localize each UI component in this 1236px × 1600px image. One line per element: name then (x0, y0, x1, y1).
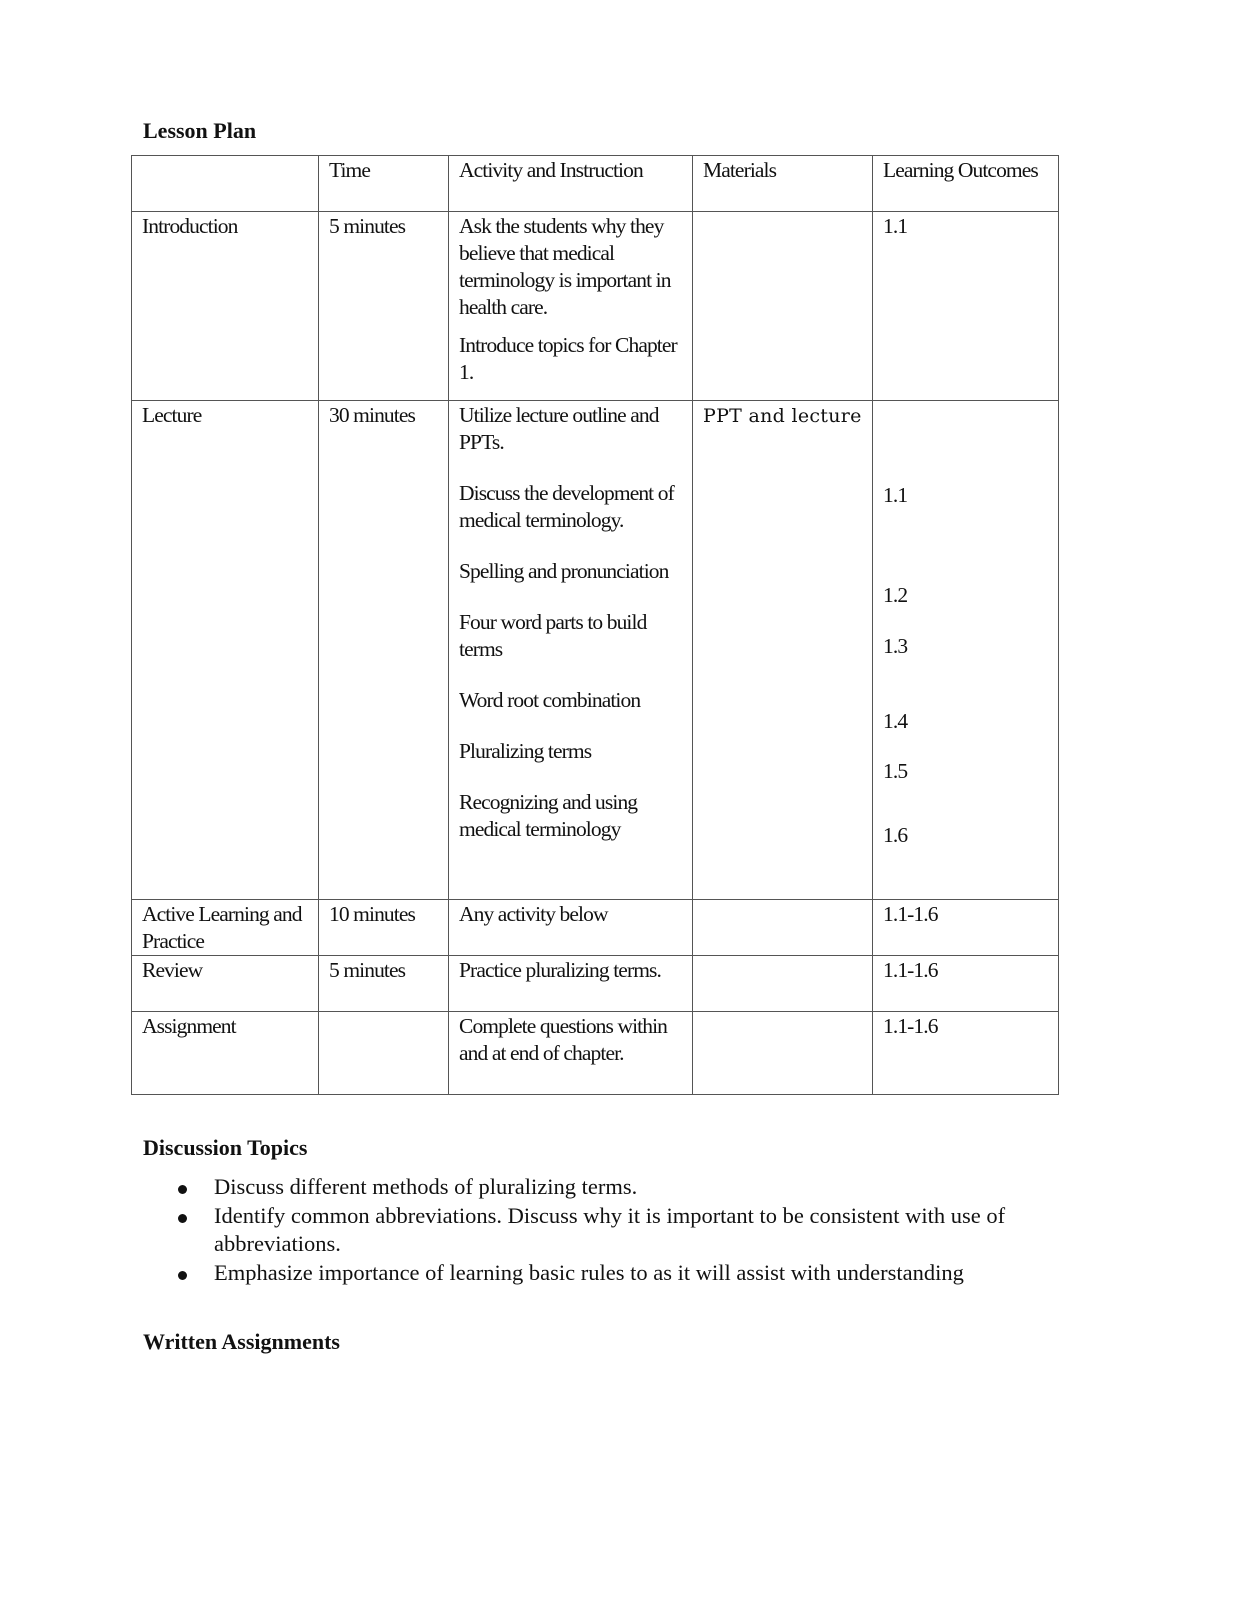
activity-text: Recognizing and using medical terminology (459, 790, 638, 841)
section-cell: Assignment (132, 1012, 319, 1095)
activity-cell (449, 401, 693, 900)
time-cell (319, 1012, 449, 1095)
time-cell: 10 minutes (319, 900, 449, 956)
outcomes-cell: 1.1 (873, 212, 1059, 401)
materials-cell (693, 212, 873, 401)
outcomes-cell: 1.1-1.6 (873, 956, 1059, 1012)
bullet-icon (178, 1214, 187, 1223)
outcome-value: 1.1 (883, 483, 908, 507)
list-item-text: Identify common abbreviations. Discuss why it is important to be consistent with use of abbreviations. (214, 1202, 1006, 1256)
materials-text: PPT and lecture (703, 405, 862, 427)
materials-cell (693, 1012, 873, 1095)
header-cell-materials: Materials (693, 156, 873, 212)
activity-cell (449, 212, 693, 401)
table-row (132, 1012, 1059, 1095)
outcome-value: 1.5 (883, 759, 908, 783)
time-cell: 5 minutes (319, 212, 449, 401)
activity-text: Four word parts to build terms (459, 610, 647, 661)
header-cell-activity: Activity and Instruction (449, 156, 693, 212)
table-header-row (132, 156, 1059, 212)
discussion-topics-title: Discussion Topics (143, 1135, 308, 1160)
discussion-topics-list (143, 1173, 1073, 1287)
activity-cell: Any activity below (449, 900, 693, 956)
materials-cell (693, 956, 873, 1012)
section-cell: Review (132, 956, 319, 1012)
table-row (132, 956, 1059, 1012)
outcomes-cell: 1.1-1.6 (873, 900, 1059, 956)
header-cell-time: Time (319, 156, 449, 212)
activity-text: Spelling and pronunciation (459, 559, 669, 583)
list-item (143, 1173, 1073, 1202)
activity-cell: Practice pluralizing terms. (449, 956, 693, 1012)
activity-text: Word root combination (459, 688, 641, 712)
table-row (132, 900, 1059, 956)
activity-text: Discuss the development of medical terminology. (459, 481, 674, 532)
outcomes-cell (873, 401, 1059, 900)
bullet-icon (178, 1185, 187, 1194)
activity-text: Ask the students why they believe that medical terminology is important in health care. (459, 214, 671, 319)
outcome-value: 1.4 (883, 709, 908, 733)
materials-cell (693, 900, 873, 956)
activity-text: Utilize lecture outline and PPTs. (459, 403, 659, 454)
outcomes-cell: 1.1-1.6 (873, 1012, 1059, 1095)
written-assignments-title: Written Assignments (143, 1329, 340, 1354)
section-cell: Lecture (132, 401, 319, 900)
table-row (132, 401, 1059, 900)
outcome-value: 1.2 (883, 583, 908, 607)
outcome-value: 1.6 (883, 823, 908, 847)
header-cell-section (132, 156, 319, 212)
lesson-plan-title: Lesson Plan (143, 118, 257, 143)
list-item-text: Emphasize importance of learning basic rules to as it will assist with understanding (214, 1259, 964, 1285)
section-cell: Introduction (132, 212, 319, 401)
time-cell: 30 minutes (319, 401, 449, 900)
table-row (132, 212, 1059, 401)
activity-cell: Complete questions within and at end of chapter. (449, 1012, 693, 1095)
section-cell: Active Learning and Practice (132, 900, 319, 956)
activity-text: Introduce topics for Chapter 1. (459, 333, 677, 384)
list-item (143, 1202, 1073, 1259)
header-cell-outcomes: Learning Outcomes (873, 156, 1059, 212)
outcome-value: 1.3 (883, 634, 908, 658)
bullet-icon (178, 1271, 187, 1280)
materials-cell (693, 401, 873, 900)
list-item (143, 1259, 1073, 1288)
lesson-plan-table (131, 155, 1059, 1095)
time-cell: 5 minutes (319, 956, 449, 1012)
list-item-text: Discuss different methods of pluralizing terms. (214, 1174, 638, 1199)
activity-text: Pluralizing terms (459, 739, 592, 763)
